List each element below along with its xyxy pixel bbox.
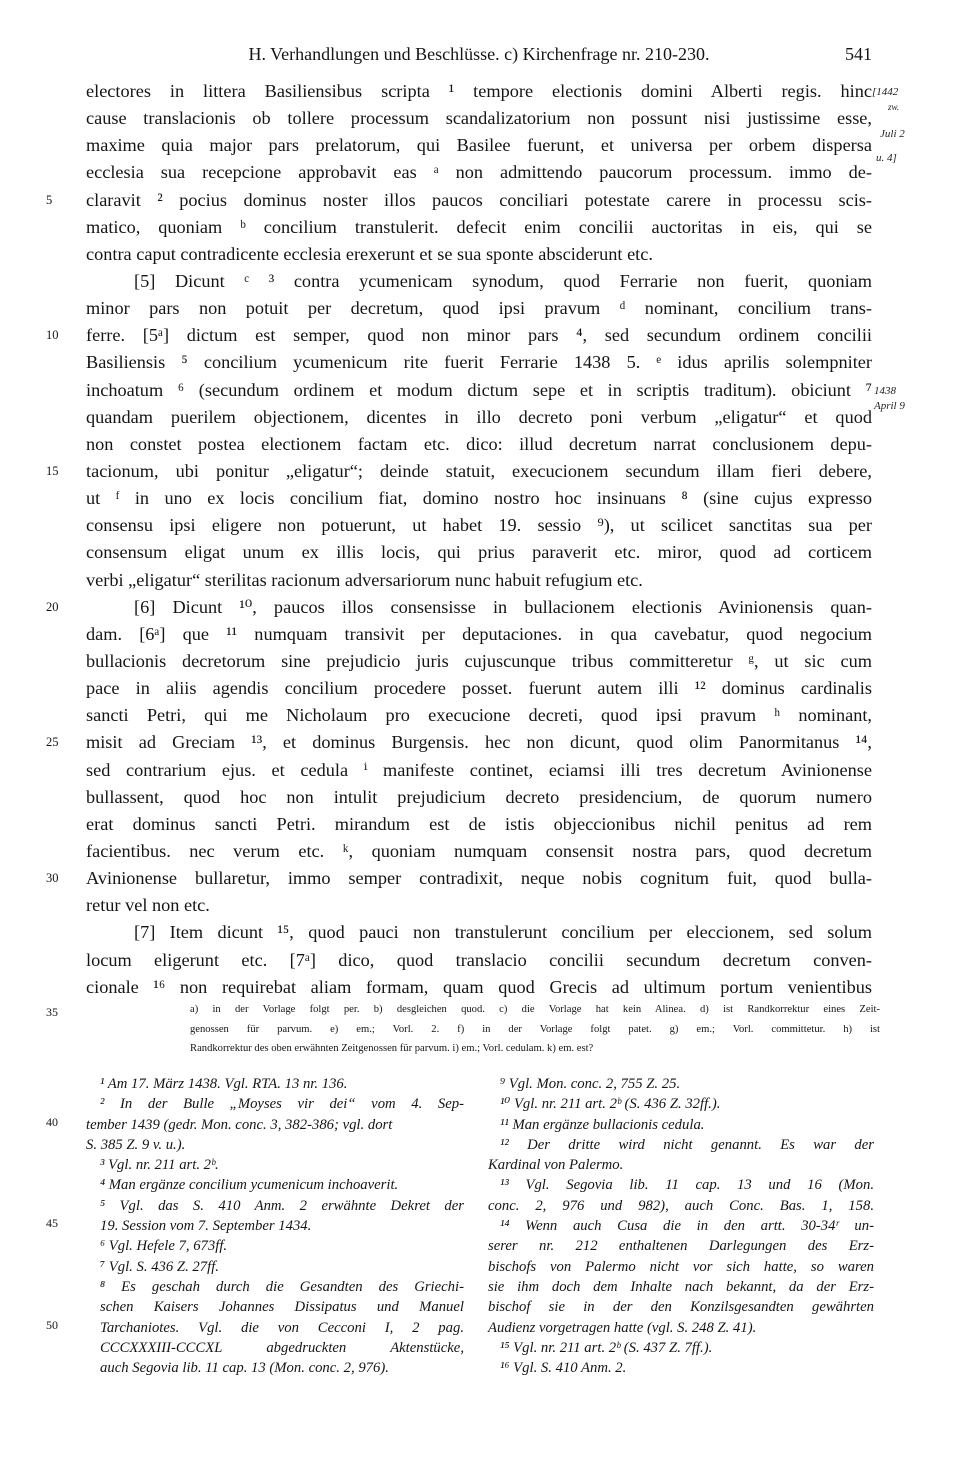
text-line: [86, 811, 872, 838]
margin-date-note: 1438: [874, 385, 896, 397]
main-text-block: [46, 78, 872, 1001]
footnote-line: Tarchaniotes. Vgl. die von Cecconi I, 2 pag.: [100, 1319, 464, 1336]
text-line-content: electores in littera Basiliensibus scripta ¹ tempore electionis domini Alberti regis. hinc: [86, 81, 872, 101]
margin-date-note: April 9: [874, 400, 905, 412]
margin-date-note: [1442: [872, 86, 899, 98]
text-line-content: misit ad Greciam ¹³, et dominus Burgensis. hec non dicunt, quod olim Panormitanus ¹⁴,: [86, 732, 872, 753]
footnote-line: ¹⁵ Vgl. nr. 211 art. 2ᵇ (S. 437 Z. 7ff.).: [500, 1339, 713, 1356]
text-line: [86, 919, 872, 946]
running-header: [86, 44, 872, 65]
text-line-content: dam. [6ᵃ] que ¹¹ numquam transivit per deputaciones. in qua cavebatur, quod negocium: [86, 623, 872, 644]
text-line: [86, 214, 872, 241]
text-line: [46, 322, 872, 349]
text-line-content: contra caput contradicente ecclesia erexerunt et se sua sponte absciderunt etc.: [86, 243, 653, 264]
text-line: [46, 458, 872, 485]
text-line: [86, 974, 872, 1001]
footnote-line: Audienz vorgetragen hatte (vgl. S. 248 Z. 41).: [488, 1319, 757, 1336]
footnote-line: ¹⁴ Wenn auch Cusa die in den artt. 30-34ʳ un-: [500, 1218, 874, 1235]
variant-note-line: a) in der Vorlage folgt per. b) desgleichen quod. c) die Vorlage hat kein Alinea. d) ist Randkorrektur eines Zeit-: [190, 1004, 880, 1015]
footnote-line: ¹¹ Man ergänze bullacionis cedula.: [500, 1116, 705, 1133]
line-number: 10: [46, 328, 59, 343]
text-line-content: Basiliensis ⁵ concilium ycumenicum rite fuerit Ferrarie 1438 5. ᵉ idus aprilis solempniter: [86, 352, 872, 373]
text-line-content: inchoatum ⁶ (secundum ordinem et modum dictum sepe et in scriptis traditum). obiciunt ⁷: [86, 379, 872, 400]
text-line: [86, 648, 872, 675]
text-line-content: bullassent, quod hoc non intulit prejudicium decreto presidencium, de quorum numero: [86, 786, 872, 807]
line-number: 50: [46, 1317, 58, 1332]
text-line-content: retur vel non etc.: [86, 895, 210, 916]
text-line-content: Avinionense bullaretur, immo semper contradixit, neque nobis cognitum fuit, quod bulla-: [86, 868, 872, 889]
text-line-content: ecclesia sua recepcione approbavit eas ᵃ non admittendo paucorum processum. immo de-: [86, 162, 872, 183]
footnote-line: ⁷ Vgl. S. 436 Z. 27ff.: [100, 1258, 219, 1275]
text-line: [86, 431, 872, 458]
text-line: [86, 947, 872, 974]
text-line-content: erat dominus sancti Petri. mirandum est de istis objeccionibus nichil penitus ad rem: [86, 813, 872, 834]
footnote-line: ⁵ Vgl. das S. 410 Anm. 2 erwähnte Dekret der: [100, 1197, 464, 1214]
line-number: 30: [46, 871, 59, 886]
footnotes-right-column: [488, 1074, 874, 1378]
line-number: 35: [46, 1005, 58, 1019]
text-line-content: verbi „eligatur“ sterilitas racionum adversariorum nunc habuit refugium etc.: [86, 569, 643, 590]
text-line: [46, 865, 872, 892]
margin-date-note: Juli 2: [880, 128, 905, 140]
text-line: [86, 404, 872, 431]
text-line: [86, 702, 872, 729]
line-number: 15: [46, 463, 59, 478]
margin-date-note: u. 4]: [876, 152, 897, 164]
text-line: [86, 757, 872, 784]
footnote-line: ⁴ Man ergänze concilium ycumenicum inchoaverit.: [100, 1177, 399, 1194]
footnote-line: bischof sie in der den Konzilsgesandten gewährten: [488, 1299, 874, 1316]
text-line-content: quandam puerilem objectionem, dicentes in illo decreto poni verbum „eligatur“ et quod: [86, 406, 872, 427]
textual-variants-apparatus: [190, 1000, 880, 1059]
line-number: 40: [46, 1114, 58, 1129]
footnote-line: 19. Session vom 7. September 1434.: [100, 1218, 312, 1235]
text-line: [86, 675, 872, 702]
text-line-content: ferre. [5ᵃ] dictum est semper, quod non minor pars ⁴, sed secundum ordinem concilii: [86, 325, 872, 346]
text-line-content: facientibus. nec verum etc. ᵏ, quoniam numquam consensit nostra pars, quod decretum: [86, 840, 872, 861]
text-line: [86, 78, 872, 105]
footnote-line: serer nr. 212 enthaltenen Darlegungen des Erz-: [488, 1238, 874, 1255]
text-line: [86, 621, 872, 648]
variant-note-line: genossen für parvum. e) em.; Vorl. 2. f) in der Vorlage folgt patet. g) em.; Vorl. committetur. h) ist: [190, 1023, 880, 1035]
footnote-line: ² In der Bulle „Moyses vir dei“ vom 4. Sep-: [100, 1096, 464, 1113]
text-line-content: non constet postea electionem factam etc. dico: illud decretum narrat conclusionem depu-: [86, 433, 872, 454]
text-line: [86, 105, 872, 132]
text-line: [86, 784, 872, 811]
footnote-line: tember 1439 (gedr. Mon. conc. 3, 382-386; vgl. dort: [86, 1116, 393, 1133]
footnote-line: schen Kaisers Johannes Dissipatus und Manuel: [100, 1299, 464, 1316]
text-line: [86, 892, 872, 919]
text-line: [86, 295, 872, 322]
margin-date-note: zw.: [888, 102, 900, 112]
text-line-content: locum eligerunt etc. [7ᵃ] dico, quod translacio concilii secundum decretum conven-: [86, 949, 872, 970]
text-line: [86, 539, 872, 566]
footnote-line: ³ Vgl. nr. 211 art. 2ᵇ.: [100, 1157, 219, 1174]
footnote-line: ⁹ Vgl. Mon. conc. 2, 755 Z. 25.: [500, 1076, 681, 1092]
footnotes-left-column: [86, 1074, 464, 1378]
text-line: [86, 349, 872, 376]
text-line-content: claravit ² pocius dominus noster illos paucos conciliari potestate carere in processu scis-: [86, 189, 872, 210]
text-line: [86, 159, 872, 186]
text-line: [46, 594, 872, 621]
footnote-line: sie ihm doch dem Inhalte nach bekannt, da der Erz-: [488, 1278, 874, 1295]
text-line-content: bullacionis decretorum sine prejudicio juris cujuscunque tribus committeretur ᵍ, ut sic cum: [86, 650, 872, 671]
text-line-content: minor pars non potuit per decretum, quod ipsi pravum ᵈ nominant, concilium trans-: [86, 298, 872, 319]
text-line-content: [5] Dicunt ᶜ ³ contra ycumenicam synodum, quod Ferrarie non fuerit, quoniam: [134, 270, 872, 291]
text-line-content: matico, quoniam ᵇ concilium transtulerit. defecit enim concilii auctoritas in eis, qui se: [86, 216, 872, 237]
text-line-content: [6] Dicunt ¹⁰, paucos illos consensisse in bullacionem electionis Avinionensis quan-: [134, 596, 872, 617]
line-number: 25: [46, 735, 59, 750]
text-line: [86, 485, 872, 512]
footnote-line: ¹⁶ Vgl. S. 410 Anm. 2.: [500, 1360, 627, 1377]
text-line: [86, 241, 872, 268]
footnote-line: ¹ Am 17. März 1438. Vgl. RTA. 13 nr. 136.: [100, 1076, 348, 1092]
footnote-line: ¹³ Vgl. Segovia lib. 11 cap. 13 und 16 (Mon.: [500, 1177, 874, 1194]
text-line-content: maxime quia major pars prelatorum, qui Basilee fuerunt, et universa per orbem dispersa: [86, 135, 872, 156]
variant-note-line: Randkorrektur des oben erwähnten Zeitgenossen für parvum. i) em.; Vorl. cedulam. k) em. est?: [190, 1043, 594, 1054]
text-line-content: [7] Item dicunt ¹⁵, quod pauci non transtulerunt concilium per eleccionem, sed solum: [134, 922, 872, 943]
text-line: [86, 268, 872, 295]
text-line: [86, 512, 872, 539]
footnote-line: ⁸ Es geschah durch die Gesandten des Griechi-: [100, 1278, 464, 1295]
footnote-line: ⁶ Vgl. Hefele 7, 673ff.: [100, 1238, 228, 1255]
text-line-content: consensu ipsi eligere non potuerunt, ut habet 19. sessio ⁹), ut scilicet sanctitas sua per: [86, 515, 872, 536]
line-number: 5: [46, 192, 53, 207]
footnote-line: ¹² Der dritte wird nicht genannt. Es war der: [500, 1136, 874, 1153]
text-line: [86, 377, 872, 404]
footnote-line: Kardinal von Palermo.: [488, 1157, 624, 1174]
page-number: 541: [845, 44, 872, 64]
text-line-content: sed contrarium ejus. et cedula ⁱ manifeste continet, eciamsi illi tres decretum Avinionense: [86, 759, 872, 780]
text-line-content: pace in aliis agendis concilium procedere posset. fuerunt autem illi ¹² dominus cardinalis: [86, 678, 872, 699]
running-title: H. Verhandlungen und Beschlüsse. c) Kirchenfrage nr. 210-230.: [248, 44, 710, 64]
footnote-line: S. 385 Z. 9 v. u.).: [86, 1136, 186, 1153]
text-line: [46, 729, 872, 756]
text-line-content: ut ᶠ in uno ex locis concilium fiat, domino nostro hoc insinuans ⁸ (sine cujus expresso: [86, 488, 872, 509]
line-number: 20: [46, 599, 59, 614]
text-line: [46, 187, 872, 214]
footnote-line: conc. 2, 976 und 982), auch Conc. Bas. 1, 158.: [488, 1197, 874, 1214]
text-line: [86, 132, 872, 159]
text-line-content: tacionum, ubi ponitur „eligatur“; deinde statuit, execucionem secundum illam fieri debere,: [86, 460, 872, 481]
text-line-content: cionale ¹⁶ non requirebat aliam formam, quam quod Grecis ad ultimum portum venientibus: [86, 976, 872, 997]
footnote-line: ¹⁰ Vgl. nr. 211 art. 2ᵇ (S. 436 Z. 32ff.).: [500, 1096, 721, 1113]
text-line-content: consensum eligat unum ex illis locis, qui prius paraverit etc. miror, quod ad corticem: [86, 542, 872, 563]
text-line: [86, 838, 872, 865]
footnote-line: bischofs von Palermo nicht vor sich hatte, so waren: [488, 1258, 874, 1275]
text-line-content: cause translacionis ob tollere processum scandalizatorium non possunt nisi justissime esse,: [86, 108, 872, 129]
text-line-content: sancti Petri, qui me Nicholaum pro execucione decreti, quod ipsi pravum ʰ nominant,: [86, 705, 872, 726]
footnote-line: CCCXXXIII-CCCXL abgedruckten Aktenstücke,: [100, 1339, 464, 1356]
footnote-line: auch Segovia lib. 11 cap. 13 (Mon. conc. 2, 976).: [100, 1360, 389, 1377]
line-number: 45: [46, 1216, 58, 1231]
text-line: [86, 567, 872, 594]
